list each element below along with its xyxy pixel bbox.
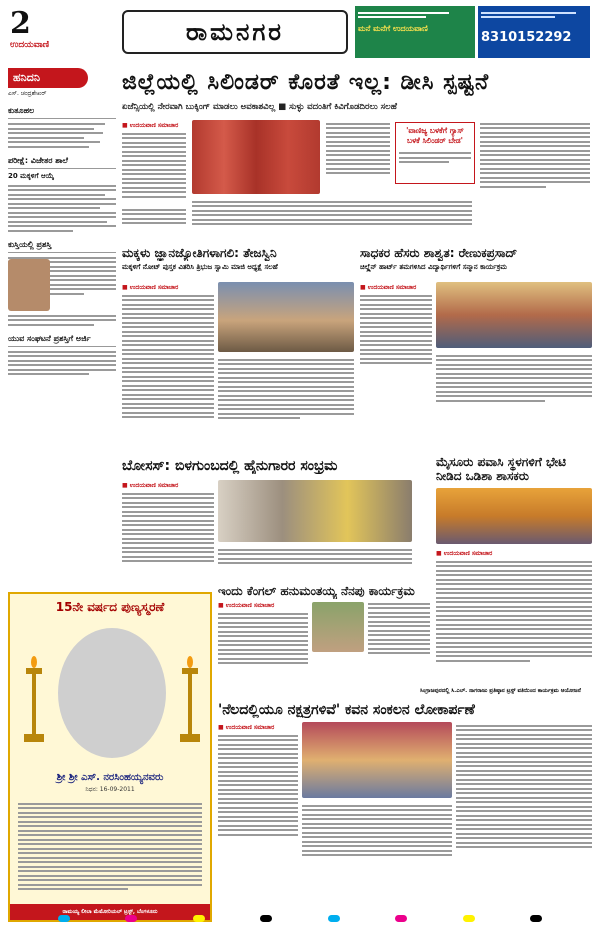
text-lines bbox=[8, 185, 116, 232]
byline: ■ ಉದಯವಾಣಿ ಸಮಾಚಾರ bbox=[218, 602, 275, 609]
story-text bbox=[218, 356, 354, 422]
dairy-event-photo bbox=[218, 480, 412, 542]
story-subheadline: ಮಕ್ಕಳಿಗೆ ನೋಟ್ ಪುಸ್ತಕ ವಿತರಿಸಿ ತ್ರಿಭುಜ ಸ್ವಾಮಿ ಮಾಜಿ ಅಧ್ಯಕ್ಷೆ ಸಲಹೆ bbox=[122, 263, 278, 271]
byline: ■ ಉದಯವಾಣಿ ಸಮಾಚಾರ bbox=[122, 122, 179, 129]
main-headline: ಜಿಲ್ಲೆಯಲ್ಲಿ ಸಿಲಿಂಡರ್ ಕೊರತೆ ಇಲ್ಲ: ಡೀಸಿ ಸ್ಪಷ್ಟನೆ bbox=[122, 70, 490, 95]
main-story-text bbox=[122, 206, 186, 227]
main-subheadline: ಏಜೆನ್ಸಿಯಲ್ಲಿ ನೇರವಾಗಿ ಬುಕ್ಕಿಂಗ್ ಮಾಡಲು ಅವಕಾಶವಿಲ್ಲ ■ ಸುಳ್ಳು ವದಂತಿಗೆ ಕಿವಿಗೊಡದಿರಲು ಸಲಹೆ bbox=[122, 102, 397, 112]
story-headline: ಸಾಧಕರ ಹೆಸರು ಶಾಶ್ವತ: ರೇಣುಕಪ್ರಸಾದ್ bbox=[360, 246, 518, 260]
memorial-date: ನಿಧನ: 16-09-2011 bbox=[85, 786, 135, 793]
legislators-photo bbox=[436, 488, 592, 544]
story-poetry-release bbox=[218, 702, 592, 718]
paper-name: ಉದಯವಾಣಿ bbox=[10, 40, 50, 50]
story-text bbox=[218, 546, 412, 567]
yellow-mark bbox=[463, 915, 475, 922]
story-felicitation bbox=[360, 246, 592, 272]
story-text bbox=[368, 600, 430, 657]
header-advertisement bbox=[355, 6, 475, 58]
box-title: ಯುವ ಸಂಘಟನೆ ಪ್ರಶಸ್ತಿಗೆ ಅರ್ಜಿ bbox=[8, 334, 116, 347]
subscription-advertisement bbox=[478, 6, 590, 58]
story-headline: ಮೈಸೂರು ಪವಾಸಿ ಸ್ಥಳಗಳಿಗೆ ಭೇಟಿ ನೀಡಿದ ಒಡಿಶಾ ಶಾಸಕರು bbox=[436, 455, 566, 483]
story-text bbox=[122, 480, 214, 565]
story-dairy-farmers bbox=[122, 458, 412, 474]
oil-lamp-icon bbox=[20, 654, 48, 754]
print-registration-bar bbox=[30, 913, 570, 923]
event-banner: ಸಿಂಗ್ರಾಜಪುರದಲ್ಲಿ ಸಿ.ಎಲ್. ನಾಗರಾಜು ಪ್ರತಿಷ್ಠಾನ ಟ್ರಸ್ಟ್ ವತಿಯಿಂದ ಕಾರ್ಯಕ್ರಮ ಆಯೋಜನೆ bbox=[420, 688, 581, 694]
story-odisha-legislators bbox=[436, 455, 592, 483]
main-story-text bbox=[480, 120, 590, 190]
story-text bbox=[302, 802, 452, 859]
story-text bbox=[436, 548, 592, 664]
story-text bbox=[436, 352, 592, 404]
quote-text: 'ವಾಣಿಜ್ಯ ಬಳಕೆಗೆ ಗ್ಯಾಸ್ ಬಳಕೆ ಸಿಲಿಂಡರ್ ಬೇಡ' bbox=[406, 126, 464, 145]
byline: ■ ಉದಯವಾಣಿ ಸಮಾಚಾರ bbox=[122, 284, 179, 291]
byline: ■ ಉದಯವಾಣಿ ಸಮಾಚಾರ bbox=[122, 482, 179, 489]
text-lines bbox=[8, 123, 116, 148]
memorial-name: ಶ್ರೀ ಶ್ರೀ ಎಸ್. ನರಸಿಂಹಯ್ಯನವರು bbox=[56, 772, 164, 783]
award-ceremony-photo bbox=[436, 282, 592, 348]
masthead bbox=[10, 6, 590, 64]
black-mark bbox=[260, 915, 272, 922]
column-author: ಎಸ್. ಚಂದ್ರಶೇಖರ್ bbox=[8, 90, 47, 97]
cyan-mark bbox=[58, 915, 70, 922]
memorial-title: 15ನೇ ವರ್ಷದ ಪುಣ್ಯಸ್ಮರಣೆ bbox=[55, 600, 165, 614]
book-release-photo bbox=[302, 722, 452, 798]
text-lines bbox=[8, 315, 116, 326]
story-headline: 'ನೆಲದಲ್ಲಿಯೂ ನಕ್ಷತ್ರಗಳಿವೆ' ಕವನ ಸಂಕಲನ ಲೋಕಾರ್ಪಣೆ bbox=[218, 702, 475, 718]
story-subheadline: ಚಿಲ್ಡ್ರೆನ್ ಹಾರ್ಟ್ ತಮಗಳಿಸಿದ ವಿದ್ಯಾರ್ಥಿಗಳಿಗೆ ಸನ್ಮಾನ ಕಾರ್ಯಕ್ರಮ bbox=[360, 263, 507, 271]
advert-phone: 8310152292 bbox=[481, 30, 572, 45]
story-text bbox=[218, 722, 298, 838]
yellow-mark bbox=[193, 915, 205, 922]
story-headline: ಬೋಸಸ್: ಬಿಳಗುಂಬದಲ್ಲಿ ಹೈನುಗಾರರ ಸಂಭ್ರಮ bbox=[122, 458, 338, 474]
box-subtitle: 20 ಮಕ್ಕಳಿಗೆ ಆಯ್ಕೆ bbox=[8, 171, 55, 180]
story-text bbox=[456, 722, 592, 851]
person-portrait-photo bbox=[312, 602, 364, 652]
column-brand: ಹನಿದನಿ bbox=[8, 68, 88, 88]
story-text bbox=[218, 600, 308, 667]
main-story-text bbox=[192, 198, 472, 228]
text-lines bbox=[8, 351, 116, 376]
magenta-mark bbox=[125, 915, 137, 922]
oil-lamp-icon bbox=[176, 654, 204, 754]
memorial-footer: ರಾಮಯ್ಯ ಲೀಲಾ ಮೆಮೋರಿಯಲ್ ಟ್ರಸ್ಟ್, ಬೆಂಗಳೂರು bbox=[10, 904, 210, 920]
memorial-advertisement bbox=[8, 592, 212, 922]
group-photo-students bbox=[218, 282, 354, 352]
box-title: ಕುಸ್ತಿಯಲ್ಲಿ ಪ್ರಶಸ್ತಿ bbox=[8, 240, 116, 253]
section-title: ರಾಮನಗರ bbox=[122, 10, 348, 54]
box-title: ಕುತೂಹಲ bbox=[8, 106, 116, 119]
magenta-mark bbox=[395, 915, 407, 922]
memorial-text bbox=[18, 800, 202, 893]
pull-quote bbox=[395, 122, 475, 184]
person-photo bbox=[8, 259, 50, 311]
story-kengal-hanumanthaiah bbox=[218, 584, 430, 599]
main-story-text bbox=[122, 120, 186, 200]
page-number: 2 bbox=[10, 6, 31, 41]
story-text bbox=[122, 282, 214, 421]
byline: ■ ಉದಯವಾಣಿ ಸಮಾಚಾರ bbox=[218, 724, 275, 731]
memorial-portrait bbox=[58, 628, 166, 758]
story-headline: ಮಕ್ಕಳು ಜ್ಞಾನಜ್ಯೋತಿಗಳಾಗಲಿ: ತೇಜಸ್ವಿನಿ bbox=[122, 246, 277, 260]
byline: ■ ಉದಯವಾಣಿ ಸಮಾಚಾರ bbox=[436, 550, 493, 557]
left-column bbox=[8, 68, 116, 588]
story-text bbox=[360, 282, 432, 367]
gas-cylinders-photo bbox=[192, 120, 320, 194]
main-story-text bbox=[326, 120, 390, 177]
box-title: ಪರೀಕ್ಷೆ: ವಿಜೇತರ ಶಾಲೆ bbox=[8, 156, 116, 169]
black-mark bbox=[530, 915, 542, 922]
byline: ■ ಉದಯವಾಣಿ ಸಮಾಚಾರ bbox=[360, 284, 417, 291]
story-headline: ಇಂದು ಕೆಂಗಲ್ ಹನುಮಂತಯ್ಯ ನೆನಪು ಕಾರ್ಯಕ್ರಮ bbox=[218, 584, 415, 598]
cyan-mark bbox=[328, 915, 340, 922]
story-childrens-event bbox=[122, 246, 354, 272]
advert-tagline: ಮನೆ ಮನೆಗೆ ಉದಯವಾಣಿ bbox=[358, 24, 428, 33]
